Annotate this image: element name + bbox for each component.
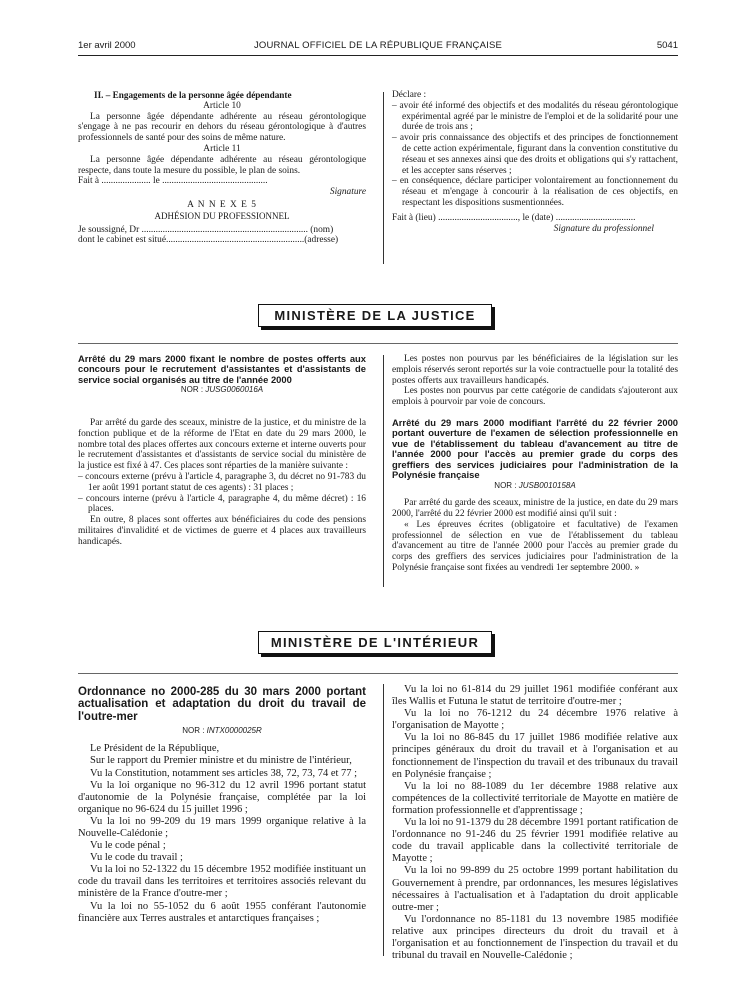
article-10-text: La personne âgée dépendante adhérente au réseau gérontologique s'engage à ne pas recourir en dehors du réseau gérontologique à d'autres professionnels de santé pour des soins de même nature. [78, 111, 366, 144]
arrete-paragraph: Les postes non pourvus par les bénéficiaires de la législation sur les emplois réservés seront reportés sur la voie contractuelle pour la totalité des postes offerts aux travailleurs handicapés. [392, 354, 678, 386]
fait-line: Fait à ..................... le ............................................. [78, 176, 268, 187]
column-divider-top [383, 92, 384, 264]
declare-label: Déclare : [392, 90, 427, 100]
page-header [78, 40, 678, 54]
visa-paragraph: Vu la Constitution, notamment ses articles 38, 72, 73, 74 et 77 ; [90, 767, 358, 779]
top-left-column [78, 90, 366, 246]
name-line: Je soussigné, Dr ....................................................................... (nom) [78, 224, 334, 235]
arrete-title: Arrêté du 29 mars 2000 modifiant l'arrêté du 22 février 2000 portant ouverture de l'examen de sélection professionnelle en vue de l'établissement du tableau d'avancement au titre de l'année 2000 pour l'accès au premier grade du corps des greffiers des services judiciaires pour l'administration de la Polynésie française [392, 416, 678, 481]
fait-line: Fait à (lieu) .................................., le (date) .................................. [392, 212, 636, 223]
banner-label: MINISTÈRE DE L'INTÉRIEUR [270, 635, 480, 650]
arrete-paragraph: « Les épreuves écrites (obligatoire et facultative) de l'examen professionnel de sélection en vue de l'établissement du tableau d'avancement au titre de l'année 2000 pour l'accès au premier grade du corps des greffiers des services judiciaires pour l'administration de la Polynésie française sont fixées au vendredi 1er septembre 2000. » [392, 519, 678, 573]
visa-paragraph: Vu le code du travail ; [90, 852, 183, 864]
visa-paragraph: Vu la loi no 88-1089 du 1er décembre 1988 relative aux compétences de la collectivité territoriale de Mayotte en matière de formation professionnelle et d'apprentissage ; [392, 780, 678, 816]
annexe-heading: A N N E X E 5 [187, 199, 257, 210]
column-divider-justice [383, 355, 384, 587]
visa-paragraph: Sur le rapport du Premier ministre et du ministre de l'intérieur, [90, 755, 352, 767]
declare-item: – avoir été informé des objectifs et des modalités du réseau gérontologique expérimental agréé par le ministre de l'emploi et de la solidarité pour une durée de trois ans ; [392, 100, 678, 133]
article-11-heading: Article 11 [203, 143, 241, 154]
visa-paragraph: Vu la loi organique no 96-312 du 12 avril 1996 portant statut d'autonomie de la Polynésie française, complétée par la loi organique no 96-624 du 15 juillet 1996 ; [78, 779, 366, 815]
ministry-justice-banner [258, 304, 492, 327]
page-number: 5041 [656, 40, 678, 51]
arrete-paragraph: En outre, 8 places sont offertes aux bénéficiaires du code des pensions militaires d'invalidité et de victimes de guerre et 4 places aux travailleurs handicapés. [78, 515, 366, 547]
top-right-column [392, 90, 678, 234]
ordonnance-title: Ordonnance no 2000-285 du 30 mars 2000 portant actualisation et adaptation du droit du travail de l'outre-mer [78, 686, 366, 723]
visa-paragraph: Vu la loi no 99-209 du 19 mars 1999 organique relative à la Nouvelle-Calédonie ; [78, 815, 366, 839]
address-line: dont le cabinet est situé...........................................................(adresse) [78, 235, 339, 246]
arrete-paragraph: Par arrêté du garde des sceaux, ministre de la justice, et du ministre de la fonction publique et de la réforme de l'Etat en date du 29 mars 2000, le nombre total des places offertes aux concours externe et interne ouverts pour le recrutement d'assistantes et d'assistants de service social du ministère de la justice est fixé à 47. Ces places sont réparties de la manière suivante : [78, 418, 367, 472]
declare-item: – avoir pris connaissance des objectifs et des principes de fonctionnement de cette action expérimentale, figurant dans la convention constitutive du réseau et ses annexes ainsi que des droits et obligations qui s'y rattachent, et les accepter sans réserves ; [392, 133, 678, 176]
declare-item: – en conséquence, déclare participer volontairement au fonctionnement du réseau et m'engage à concourir à la réalisation de ces objectifs, en respectant les dispositions susmentionnées. [392, 176, 678, 208]
visa-paragraph: Vu le code pénal ; [90, 840, 166, 852]
visa-paragraph: Vu la loi no 55-1052 du 6 août 1955 conférant l'autonomie financière aux Terres australes et antarctiques françaises ; [78, 900, 366, 924]
arrete-paragraph: Les postes non pourvus par cette catégorie de candidats s'ajouteront aux emplois à pourvoir par voie de concours. [392, 386, 678, 408]
ministry-interieur-banner [258, 631, 492, 654]
visa-paragraph: Vu la loi no 86-845 du 17 juillet 1986 modifiée relative aux principes généraux du droit du travail et à l'organisation et au fonctionnement de l'inspection du travail et des tribunaux du travail en Polynésie française ; [392, 732, 678, 780]
section-rule [78, 673, 678, 674]
issue-date: 1er avril 2000 [78, 40, 136, 51]
arrete-item: – concours externe (prévu à l'article 4, paragraphe 3, du décret no 91-783 du 1er août 1991 portant statut de ces agents) : 31 places ; [78, 472, 366, 493]
visa-paragraph: Vu la loi no 99-899 du 25 octobre 1999 portant habilitation du Gouvernement à prendre, par ordonnances, les mesures législatives nécessaires à l'actualisation et à l'adaptation du droit applicable outre-mer ; [392, 865, 678, 913]
visa-paragraph: Vu la loi no 91-1379 du 28 décembre 1991 portant ratification de l'ordonnance no 91-246 du 25 février 1991 modifiée relative au code du travail applicable dans la collectivité territoriale de Mayotte ; [392, 817, 678, 865]
arrete-title: Arrêté du 29 mars 2000 fixant le nombre de postes offerts aux concours pour le recrutement d'assistantes et d'assistants de service social organisés au titre de l'année 2000 [78, 353, 366, 385]
article-11-text: La personne âgée dépendante adhérente au réseau gérontologique respecte, dans toute la mesure du possible, le plan de soins. [78, 154, 366, 176]
interieur-left-column [78, 686, 366, 925]
section-rule [78, 343, 678, 344]
banner-label: MINISTÈRE DE LA JUSTICE [274, 308, 476, 323]
visa-paragraph: Le Président de la République, [90, 743, 220, 755]
signature-label: Signature [329, 187, 366, 198]
header-rule [78, 55, 678, 56]
signature-label: Signature du professionnel [553, 223, 654, 234]
visa-paragraph: Vu la loi no 61-814 du 29 juillet 1961 modifiée conférant aux îles Wallis et Futuna le statut de territoire d'outre-mer ; [392, 684, 678, 708]
annexe-title: ADHÉSION DU PROFESSIONNEL [154, 210, 290, 221]
section-title: II. – Engagements de la personne âgée dépendante [94, 90, 292, 100]
visa-paragraph: Vu la loi no 76-1212 du 24 décembre 1976 relative à l'organisation de Mayotte ; [392, 708, 678, 732]
nor-reference: NOR : JUSB0010158A [494, 481, 576, 491]
justice-right-column [392, 354, 678, 574]
justice-left-column [78, 354, 366, 548]
nor-reference: NOR : JUSG0060016A [180, 385, 264, 395]
arrete-item: – concours interne (prévu à l'article 4, paragraphe 4, du même décret) : 16 places. [78, 493, 366, 515]
visa-paragraph: Vu l'ordonnance no 85-1181 du 13 novembre 1985 modifiée relative aux principes directeurs du droit du travail et à l'organisation et au fonctionnement de l'inspection du travail et du tribunal du travail en Nouvelle-Calédonie ; [392, 913, 678, 962]
nor-reference: NOR : INTX0000025R [182, 726, 262, 736]
journal-title: JOURNAL OFFICIEL DE LA RÉPUBLIQUE FRANÇAISE [253, 40, 503, 51]
arrete-paragraph: Par arrêté du garde des sceaux, ministre de la justice, en date du 29 mars 2000, l'arrêté du 22 février 2000 est modifié ainsi qu'il suit : [392, 498, 678, 520]
visa-paragraph: Vu la loi no 52-1322 du 15 décembre 1952 modifiée instituant un code du travail dans les territoires et territoires associés relevant du ministère de la France d'outre-mer ; [78, 864, 366, 900]
interieur-right-column [392, 684, 678, 962]
article-10-heading: Article 10 [203, 100, 241, 111]
column-divider-interieur [383, 684, 384, 956]
